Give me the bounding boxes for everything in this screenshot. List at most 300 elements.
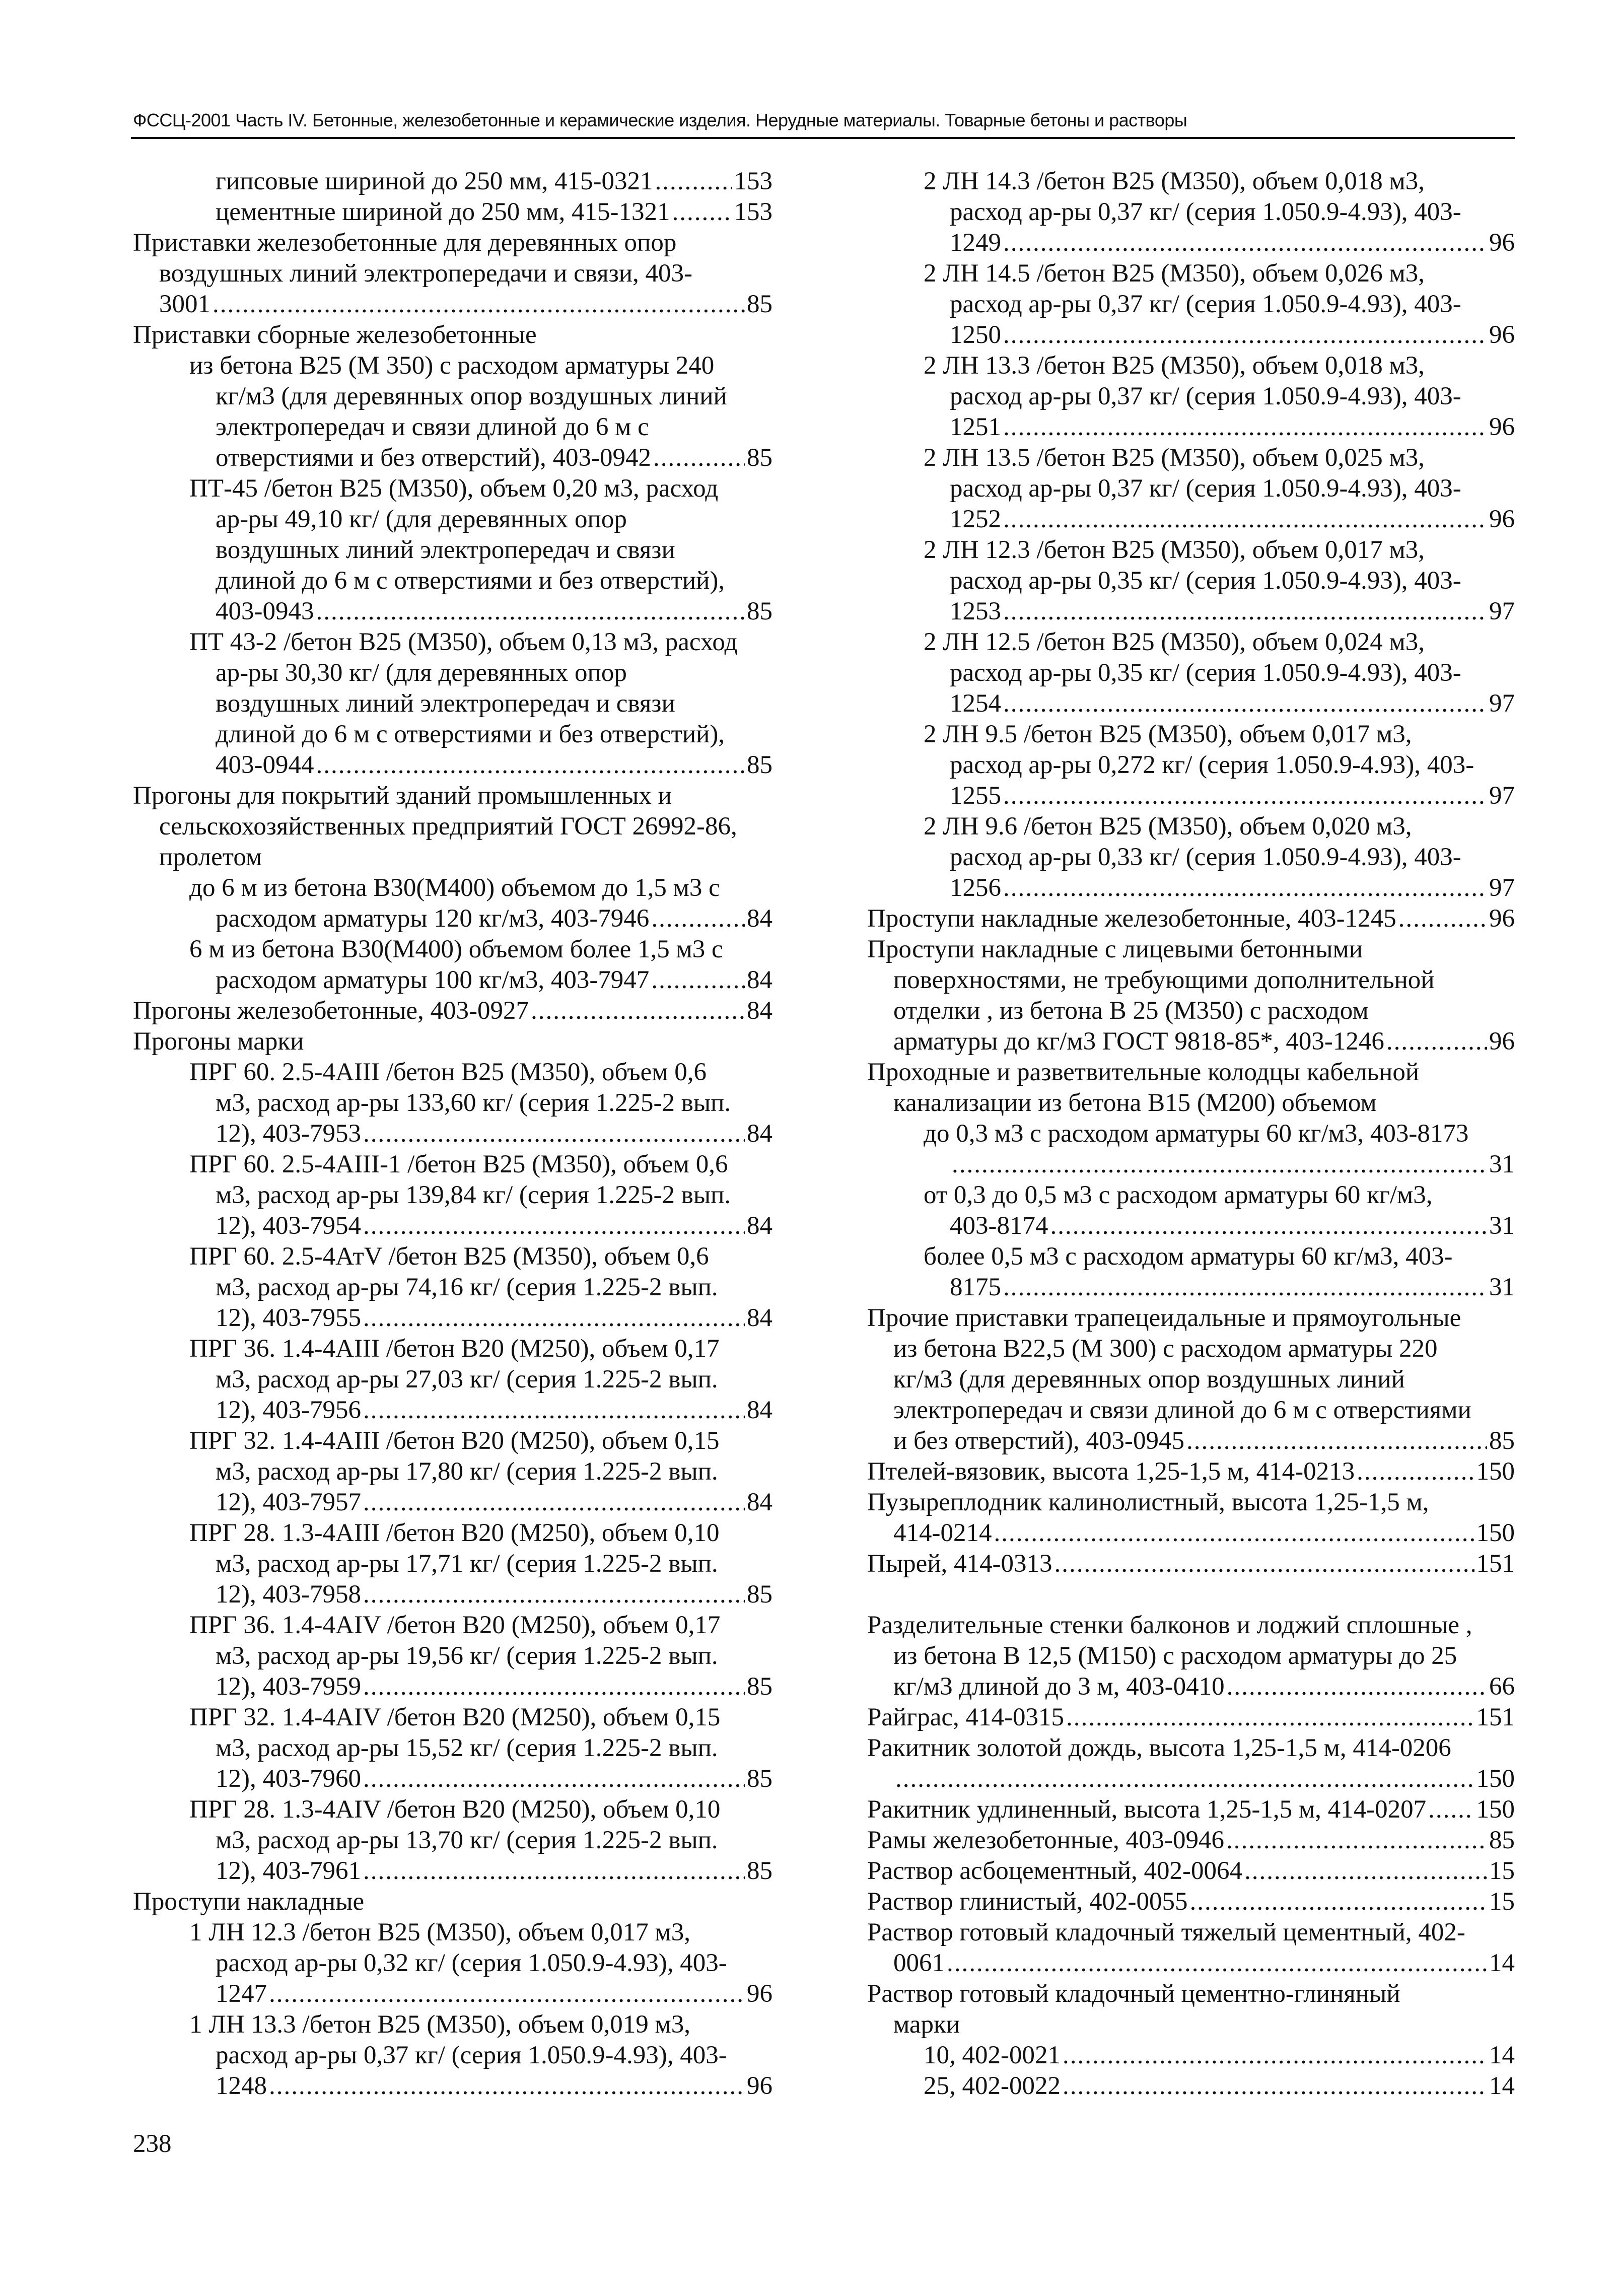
entry-text: 1253	[950, 597, 1001, 625]
index-entry	[867, 351, 1515, 381]
index-entry	[133, 1733, 772, 1764]
entry-text: Прогоны железобетонные, 403-0927	[133, 997, 529, 1025]
index-entry	[133, 228, 772, 258]
index-entry	[133, 1610, 772, 1641]
index-entry	[867, 1180, 1515, 1211]
entry-page-ref: 31	[1489, 1212, 1515, 1240]
entry-text: 12), 403-7956	[216, 1396, 361, 1424]
index-entry	[133, 1825, 772, 1856]
dot-leader	[1003, 412, 1487, 443]
index-entry	[133, 535, 772, 566]
entry-text: 403-8174	[950, 1212, 1048, 1240]
index-entry	[133, 1579, 772, 1610]
dot-leader	[363, 1119, 745, 1149]
entry-text: воздушных линий электропередачи и связи, 403-	[159, 259, 693, 288]
index-entry	[133, 688, 772, 719]
index-entry	[867, 1518, 1515, 1549]
index-entry	[133, 1426, 772, 1456]
index-entry	[133, 1487, 772, 1518]
dot-leader	[1003, 596, 1487, 627]
index-entry	[867, 1979, 1515, 2009]
index-entry	[133, 1518, 772, 1549]
index-entry	[867, 1764, 1515, 1794]
entry-page-ref: 96	[747, 1980, 772, 2008]
entry-page-ref: 96	[1489, 1027, 1515, 1056]
entry-text: ПРГ 36. 1.4-4АIV /бетон В20 (М250), объем 0,17	[189, 1611, 721, 1639]
index-entry	[133, 1794, 772, 1825]
dot-leader	[1066, 1702, 1474, 1733]
dot-leader	[363, 1395, 745, 1426]
entry-page-ref: 151	[1476, 1703, 1515, 1731]
index-entry	[867, 535, 1515, 566]
entry-text: ПРГ 60. 2.5-4АIII /бетон В25 (М350), объем 0,6	[189, 1058, 707, 1086]
index-entry	[867, 1917, 1515, 1948]
entry-text: расходом арматуры 100 кг/м3, 403-7947	[216, 966, 650, 994]
entry-text: м3, расход ар-ры 13,70 кг/ (серия 1.225-2 вып.	[216, 1826, 718, 1854]
entry-text: ПТ-45 /бетон В25 (М350), объем 0,20 м3, расход	[189, 474, 719, 503]
index-entry	[867, 1733, 1515, 1764]
index-entry	[133, 320, 772, 351]
entry-text: длиной до 6 м с отверстиями и без отверстий),	[216, 567, 725, 595]
entry-text: 1256	[950, 874, 1001, 902]
dot-leader	[1003, 320, 1487, 351]
entry-text: и без отверстий), 403-0945	[893, 1427, 1184, 1455]
dot-leader	[651, 903, 745, 934]
entry-text: кг/м3 (для деревянных опор воздушных линий	[216, 382, 727, 410]
entry-page-ref: 96	[1489, 505, 1515, 533]
entry-text: 8175	[950, 1273, 1001, 1301]
entry-text: цементные шириной до 250 мм, 415-1321	[216, 198, 670, 226]
entry-page-ref: 14	[1489, 1949, 1515, 1977]
index-entry	[133, 1764, 772, 1794]
entry-page-ref: 31	[1489, 1273, 1515, 1301]
entry-text: Раствор готовый кладочный цементно-глиняный	[867, 1980, 1400, 2008]
index-entry	[133, 351, 772, 381]
entry-text: 403-0943	[216, 597, 314, 625]
entry-text: расход ар-ры 0,272 кг/ (серия 1.050.9-4.93), 403-	[950, 751, 1474, 779]
entry-text: Прогоны для покрытий зданий промышленных и	[133, 782, 672, 810]
dot-leader	[316, 750, 745, 781]
entry-page-ref: 84	[747, 1120, 772, 1148]
index-entry	[867, 1610, 1515, 1641]
index-entry	[133, 996, 772, 1026]
entry-text: ПРГ 32. 1.4-4АIII /бетон В20 (М250), объем 0,15	[189, 1427, 720, 1455]
entry-text: Райграс, 414-0315	[867, 1703, 1064, 1731]
index-entry	[133, 381, 772, 412]
dot-leader	[1226, 1825, 1487, 1856]
entry-page-ref: 84	[747, 1488, 772, 1516]
entry-page-ref: 84	[747, 966, 772, 994]
entry-text: 1 ЛН 13.3 /бетон В25 (М350), объем 0,019 м3,	[189, 2010, 690, 2039]
entry-text: ПРГ 32. 1.4-4АIV /бетон В20 (М250), объем 0,15	[189, 1703, 721, 1731]
entry-text: Приставки сборные железобетонные	[133, 321, 537, 349]
index-entry	[133, 2040, 772, 2071]
index-entry	[133, 1026, 772, 1057]
index-entry	[133, 1180, 772, 1211]
entry-text: 12), 403-7961	[216, 1857, 361, 1885]
entry-page-ref: 150	[1476, 1795, 1515, 1824]
entry-text: кг/м3 длиной до 3 м, 403-0410	[893, 1673, 1225, 1701]
entry-text: канализации из бетона В15 (М200) объемом	[893, 1089, 1377, 1117]
index-entry	[133, 1149, 772, 1180]
index-entry	[867, 1825, 1515, 1856]
index-entry	[867, 1487, 1515, 1518]
entry-page-ref: 150	[1476, 1519, 1515, 1547]
index-entry	[133, 1057, 772, 1088]
index-entry	[867, 1241, 1515, 1272]
index-entry	[867, 1211, 1515, 1241]
entry-page-ref: 96	[1489, 905, 1515, 933]
dot-leader	[363, 1487, 745, 1518]
entry-text: 12), 403-7957	[216, 1488, 361, 1516]
entry-text: марки	[893, 2010, 960, 2039]
dot-leader	[1003, 781, 1487, 811]
entry-text: 403-0944	[216, 751, 314, 779]
entry-text: поверхностями, не требующими дополнительной	[893, 966, 1435, 994]
entry-text: 1254	[950, 689, 1001, 718]
index-entry	[133, 596, 772, 627]
index-entry	[133, 627, 772, 658]
entry-text: м3, расход ар-ры 74,16 кг/ (серия 1.225-2 вып.	[216, 1273, 718, 1301]
entry-text: 1252	[950, 505, 1001, 533]
index-entry	[867, 1948, 1515, 1979]
index-entry	[133, 1272, 772, 1303]
entry-text: арматуры до кг/м3 ГОСТ 9818-85*, 403-1246	[893, 1027, 1384, 1056]
entry-text: Приставки железобетонные для деревянных опор	[133, 229, 677, 257]
entry-text: расход ар-ры 0,32 кг/ (серия 1.050.9-4.93), 403-	[216, 1949, 727, 1977]
entry-text: электропередач и связи длиной до 6 м с отверстиями	[893, 1396, 1471, 1424]
entry-text: расход ар-ры 0,35 кг/ (серия 1.050.9-4.93), 403-	[950, 659, 1461, 687]
entry-text: гипсовые шириной до 250 мм, 415-0321	[216, 167, 653, 195]
index-entry	[867, 1641, 1515, 1672]
dot-leader	[1244, 1856, 1487, 1887]
index-entry	[867, 873, 1515, 903]
entry-text: ПРГ 28. 1.3-4АIV /бетон В20 (М250), объем 0,10	[189, 1795, 721, 1824]
dot-leader	[1063, 2071, 1487, 2102]
entry-text: расход ар-ры 0,37 кг/ (серия 1.050.9-4.93), 403-	[950, 474, 1461, 503]
dot-leader	[952, 1149, 1487, 1180]
index-entry	[867, 688, 1515, 719]
entry-text: 0061	[893, 1949, 945, 1977]
entry-text: м3, расход ар-ры 19,56 кг/ (серия 1.225-2 вып.	[216, 1642, 718, 1670]
index-entry	[867, 1702, 1515, 1733]
entry-text: расходом арматуры 120 кг/м3, 403-7946	[216, 905, 650, 933]
index-entry	[867, 2071, 1515, 2102]
index-entry	[133, 1119, 772, 1149]
index-entry	[867, 381, 1515, 412]
entry-text: 1247	[216, 1980, 267, 2008]
index-entry	[133, 443, 772, 473]
index-entry	[867, 658, 1515, 688]
dot-leader	[1386, 1026, 1487, 1057]
index-entry	[867, 504, 1515, 535]
entry-text: до 0,3 м3 с расходом арматуры 60 кг/м3, 403-8173	[924, 1120, 1469, 1148]
dot-leader	[1003, 1272, 1487, 1303]
entry-page-ref: 84	[747, 1396, 772, 1424]
entry-text: Проступи накладные с лицевыми бетонными	[867, 935, 1363, 963]
index-entry	[133, 1211, 772, 1241]
index-entry	[133, 658, 772, 688]
dot-leader	[655, 166, 732, 197]
entry-text: 414-0214	[893, 1519, 992, 1547]
entry-text: расход ар-ры 0,37 кг/ (серия 1.050.9-4.93), 403-	[950, 382, 1461, 410]
entry-text: 2 ЛН 12.3 /бетон В25 (М350), объем 0,017 м3,	[924, 536, 1425, 564]
index-entry	[133, 719, 772, 750]
entry-text: 2 ЛН 14.3 /бетон В25 (М350), объем 0,018 м3,	[924, 167, 1425, 195]
entry-text: Ракитник золотой дождь, высота 1,25-1,5 м, 414-0206	[867, 1734, 1451, 1762]
index-entry	[133, 750, 772, 781]
index-entry	[867, 781, 1515, 811]
entry-text: Раствор готовый кладочный тяжелый цементный, 402-	[867, 1918, 1465, 1946]
page-header: ФССЦ-2001 Часть IV. Бетонные, железобетонные и керамические изделия. Нерудные материалы. Товарные бетоны и растворы	[133, 110, 1187, 130]
entry-text: воздушных линий электропередач и связи	[216, 689, 675, 718]
entry-page-ref: 96	[1489, 413, 1515, 441]
dot-leader	[1050, 1211, 1487, 1241]
entry-text: Раствор асбоцементный, 402-0064	[867, 1857, 1243, 1885]
index-entry	[133, 1702, 772, 1733]
entry-text: 12), 403-7958	[216, 1580, 361, 1609]
entry-text: Ракитник удлиненный, высота 1,25-1,5 м, 414-0207	[867, 1795, 1427, 1824]
index-entry	[133, 1887, 772, 1917]
index-entry	[133, 504, 772, 535]
entry-text: расход ар-ры 0,37 кг/ (серия 1.050.9-4.93), 403-	[950, 198, 1461, 226]
entry-text: Птелей-вязовик, высота 1,25-1,5 м, 414-0213	[867, 1457, 1355, 1486]
index-entry	[867, 627, 1515, 658]
dot-leader	[363, 1856, 745, 1887]
entry-text: 2 ЛН 13.3 /бетон В25 (М350), объем 0,018 м3,	[924, 352, 1425, 380]
entry-page-ref: 85	[747, 1765, 772, 1793]
entry-page-ref: 96	[747, 2072, 772, 2100]
entry-page-ref: 97	[1489, 597, 1515, 625]
entry-text: электропередач и связи длиной до 6 м с	[216, 413, 649, 441]
entry-page-ref: 85	[747, 597, 772, 625]
index-entry	[867, 197, 1515, 228]
entry-text: из бетона В 12,5 (М150) с расходом арматуры до 25	[893, 1642, 1457, 1670]
index-entry	[867, 1088, 1515, 1119]
index-entry	[867, 750, 1515, 781]
entry-text: Раствор глинистый, 402-0055	[867, 1888, 1188, 1916]
index-entry	[867, 996, 1515, 1026]
entry-text: ар-ры 49,10 кг/ (для деревянных опор	[216, 505, 627, 533]
entry-page-ref: 85	[1489, 1826, 1515, 1854]
index-entry	[133, 258, 772, 289]
index-entry	[133, 2009, 772, 2040]
dot-leader	[1398, 903, 1487, 934]
index-entry	[867, 1026, 1515, 1057]
entry-text: 2 ЛН 13.5 /бетон В25 (М350), объем 0,025 м3,	[924, 444, 1425, 472]
index-entry	[867, 1057, 1515, 1088]
index-entry	[867, 1272, 1515, 1303]
entry-page-ref: 97	[1489, 689, 1515, 718]
entry-text: м3, расход ар-ры 139,84 кг/ (серия 1.225-2 вып.	[216, 1181, 731, 1209]
entry-text: м3, расход ар-ры 27,03 кг/ (серия 1.225-2 вып.	[216, 1365, 718, 1394]
entry-text: Проступи накладные железобетонные, 403-1245	[867, 905, 1396, 933]
entry-text: 1251	[950, 413, 1001, 441]
index-entry	[133, 1241, 772, 1272]
index-entry	[867, 1364, 1515, 1395]
entry-text: 12), 403-7953	[216, 1120, 361, 1148]
entry-text: 2 ЛН 12.5 /бетон В25 (М350), объем 0,024 м3,	[924, 628, 1425, 656]
dot-leader	[672, 197, 732, 228]
index-entry	[133, 934, 772, 965]
page-number: 238	[133, 2130, 172, 2158]
entry-page-ref: 14	[1489, 2041, 1515, 2069]
index-entry	[867, 1672, 1515, 1702]
entry-text: 1255	[950, 782, 1001, 810]
entry-page-ref: 97	[1489, 874, 1515, 902]
index-column-left	[133, 166, 772, 2102]
entry-text: ПРГ 60. 2.5-4АтV /бетон В25 (М350), объем 0,6	[189, 1242, 709, 1271]
entry-text: 1250	[950, 321, 1001, 349]
index-entry	[133, 781, 772, 811]
entry-text: Прогоны марки	[133, 1027, 304, 1056]
entry-page-ref: 96	[1489, 321, 1515, 349]
entry-page-ref: 14	[1489, 2072, 1515, 2100]
index-entry	[867, 2009, 1515, 2040]
index-entry	[133, 2071, 772, 2102]
index-entry	[867, 412, 1515, 443]
index-entry	[867, 566, 1515, 596]
dot-leader	[213, 289, 745, 320]
index-entry	[133, 873, 772, 903]
index-entry	[867, 1334, 1515, 1364]
index-entry	[867, 1456, 1515, 1487]
entry-text: 2 ЛН 9.6 /бетон В25 (М350), объем 0,020 м3,	[924, 812, 1412, 841]
entry-page-ref: 84	[747, 997, 772, 1025]
index-entry	[867, 1549, 1515, 1579]
dot-leader	[269, 1979, 745, 2009]
index-entry	[867, 1149, 1515, 1180]
entry-page-ref: 84	[747, 1304, 772, 1332]
index-entry	[133, 965, 772, 996]
entry-text: сельскохозяйственных предприятий ГОСТ 26992-86,	[159, 812, 737, 841]
entry-text: из бетона В22,5 (М 300) с расходом арматуры 220	[893, 1335, 1438, 1363]
entry-text: воздушных линий электропередач и связи	[216, 536, 675, 564]
blank-line	[867, 1579, 1515, 1610]
entry-text: ПРГ 60. 2.5-4АIII-1 /бетон В25 (М350), объем 0,6	[189, 1150, 728, 1178]
entry-text: 12), 403-7954	[216, 1212, 361, 1240]
entry-text: Рамы железобетонные, 403-0946	[867, 1826, 1225, 1854]
index-entry	[867, 1119, 1515, 1149]
entry-text: м3, расход ар-ры 133,60 кг/ (серия 1.225-2 вып.	[216, 1089, 731, 1117]
dot-leader	[1003, 688, 1487, 719]
dot-leader	[363, 1303, 745, 1334]
entry-page-ref: 85	[747, 290, 772, 318]
entry-page-ref: 151	[1476, 1550, 1515, 1578]
index-entry	[867, 1856, 1515, 1887]
dot-leader	[653, 443, 745, 473]
entry-text: Пузыреплодник калинолистный, высота 1,25-1,5 м,	[867, 1488, 1429, 1516]
dot-leader	[269, 2071, 745, 2102]
entry-page-ref: 15	[1489, 1888, 1515, 1916]
entry-text: ПТ 43-2 /бетон В25 (М350), объем 0,13 м3, расход	[189, 628, 738, 656]
entry-text: 25, 402-0022	[924, 2072, 1061, 2100]
dot-leader	[363, 1764, 745, 1794]
entry-text: 12), 403-7960	[216, 1765, 361, 1793]
index-entry	[867, 228, 1515, 258]
entry-text: м3, расход ар-ры 17,80 кг/ (серия 1.225-2 вып.	[216, 1457, 718, 1486]
dot-leader	[316, 596, 745, 627]
index-entry	[133, 1456, 772, 1487]
index-entry	[133, 566, 772, 596]
entry-text: Прочие приставки трапецеидальные и прямоугольные	[867, 1304, 1461, 1332]
dot-leader	[1003, 228, 1487, 258]
index-entry	[133, 473, 772, 504]
index-entry	[867, 1303, 1515, 1334]
entry-text: 6 м из бетона В30(М400) объемом более 1,5 м3 с	[189, 935, 723, 963]
index-entry	[867, 289, 1515, 320]
entry-text: Проступи накладные	[133, 1888, 365, 1916]
entry-text: 12), 403-7955	[216, 1304, 361, 1332]
index-entry	[133, 842, 772, 873]
index-entry	[867, 473, 1515, 504]
index-entry	[867, 965, 1515, 996]
entry-text: из бетона В25 (М 350) с расходом арматуры 240	[189, 352, 715, 380]
index-entry	[133, 1364, 772, 1395]
entry-text: м3, расход ар-ры 17,71 кг/ (серия 1.225-2 вып.	[216, 1550, 718, 1578]
dot-leader	[531, 996, 745, 1026]
entry-page-ref: 150	[1476, 1457, 1515, 1486]
index-entry	[133, 412, 772, 443]
entry-text: ПРГ 28. 1.3-4АIII /бетон В20 (М250), объем 0,10	[189, 1519, 720, 1547]
entry-page-ref: 96	[1489, 229, 1515, 257]
entry-text: ар-ры 30,30 кг/ (для деревянных опор	[216, 659, 627, 687]
entry-text: от 0,3 до 0,5 м3 с расходом арматуры 60 кг/м3,	[924, 1181, 1433, 1209]
entry-text: 2 ЛН 14.5 /бетон В25 (М350), объем 0,026 м3,	[924, 259, 1425, 288]
entry-text: Пырей, 414-0313	[867, 1550, 1052, 1578]
index-entry	[133, 289, 772, 320]
index-entry	[133, 1672, 772, 1702]
index-entry	[133, 1948, 772, 1979]
index-entry	[133, 166, 772, 197]
index-entry	[133, 811, 772, 842]
index-entry	[133, 1641, 772, 1672]
index-entry	[133, 1395, 772, 1426]
dot-leader	[363, 1579, 745, 1610]
entry-page-ref: 31	[1489, 1150, 1515, 1178]
dot-leader	[895, 1764, 1474, 1794]
entry-text: 3001	[159, 290, 210, 318]
dot-leader	[1063, 2040, 1487, 2071]
index-entry	[133, 903, 772, 934]
entry-text: Проходные и разветвительные колодцы кабельной	[867, 1058, 1420, 1086]
dot-leader	[1357, 1456, 1474, 1487]
entry-page-ref: 66	[1489, 1673, 1515, 1701]
index-entry	[133, 1856, 772, 1887]
index-entry	[133, 1979, 772, 2009]
entry-text: 1 ЛН 12.3 /бетон В25 (М350), объем 0,017 м3,	[189, 1918, 690, 1946]
entry-text: расход ар-ры 0,33 кг/ (серия 1.050.9-4.93), 403-	[950, 843, 1461, 871]
entry-text: расход ар-ры 0,37 кг/ (серия 1.050.9-4.93), 403-	[216, 2041, 727, 2069]
index-entry	[133, 1303, 772, 1334]
entry-text: отверстиями и без отверстий), 403-0942	[216, 444, 652, 472]
entry-page-ref: 84	[747, 905, 772, 933]
index-entry	[867, 811, 1515, 842]
entry-page-ref: 85	[747, 751, 772, 779]
entry-text: отделки , из бетона В 25 (М350) с расходом	[893, 997, 1369, 1025]
index-entry	[133, 1549, 772, 1579]
entry-page-ref: 150	[1476, 1765, 1515, 1793]
entry-page-ref: 97	[1489, 782, 1515, 810]
dot-leader	[363, 1211, 745, 1241]
entry-text: ПРГ 36. 1.4-4АIII /бетон В20 (М250), объем 0,17	[189, 1335, 720, 1363]
entry-page-ref: 85	[747, 444, 772, 472]
entry-page-ref: 153	[734, 167, 772, 195]
index-entry	[867, 443, 1515, 473]
entry-text: 1249	[950, 229, 1001, 257]
index-entry	[133, 1917, 772, 1948]
entry-text: пролетом	[159, 843, 262, 871]
